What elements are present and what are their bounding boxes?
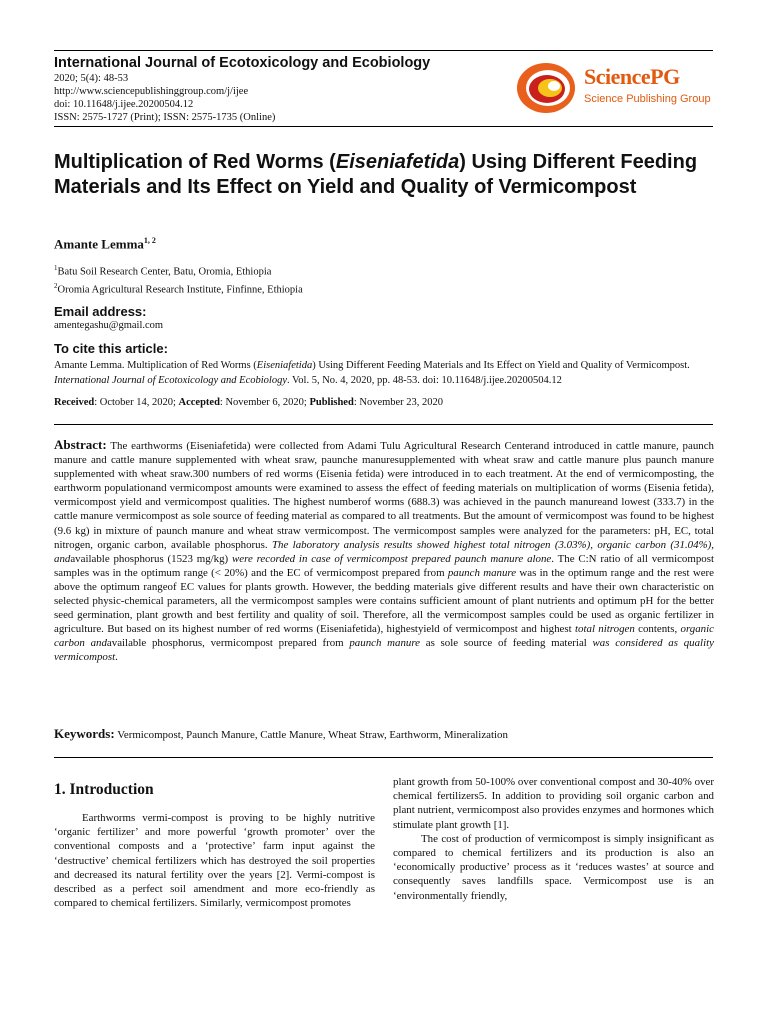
paper-title [54,150,724,200]
cite-label: To cite this article: [54,341,168,356]
keywords [54,726,714,742]
cite-journal: International Journal of Ecotoxicology and Ecobiology [54,375,287,386]
published-date: : November 23, 2020 [353,397,444,408]
intro-paragraph: plant growth from 50-100% over conventional compost and 30-40% over chemical fertilizers5. In addition to providing soil organic carbon and plant nutrient, vermicompost also provides enzymes and hormones which stimulate plant growth [1]. [393,776,714,831]
abstract-italic: was considered as quality vermicompost [54,637,714,664]
published-label: Published [309,397,354,408]
abstract-text: . The C:N ratio of all vermicompost samples was in the optimum range (< 20%) and the EC of vermicompost prepared from [54,552,714,579]
keywords-rule-bottom [54,757,713,758]
keywords-label: Keywords: [54,726,115,741]
received-label: Received [54,397,95,408]
affiliation-2 [54,282,303,296]
volume-line: 2020; 5(4): 48-53 [54,73,129,84]
accepted-label: Accepted [178,397,220,408]
affiliation-1 [54,264,271,278]
cite-part: Amante Lemma. Multiplication of Red Worms ( [54,360,257,371]
title-part: Multiplication of Red Worms ( [54,151,336,173]
journal-title: International Journal of Ecotoxicology and Ecobiology [54,55,431,71]
abstract-label: Abstract: [54,437,107,452]
title-species: Eiseniafetida [335,151,460,173]
abstract-italic: The laboratory analysis results showed highest total nitrogen (3.03%), organic carbon (31.04%), and [54,538,714,565]
author-text: Amante Lemma [54,236,144,252]
abstract-italic: paunch manure [447,566,517,579]
intro-right-column [393,775,714,903]
abstract-text: as sole source of feeding material [420,637,593,650]
journal-meta [54,72,275,124]
intro-paragraph: The cost of production of vermicompost is simply insignificant as compared to chemical fertilizers and its production is also an ‘economically productive’ process as it ‘reduces wastes’ at source and consequently saves landfills space. Vermicompost use is an ‘environmentally friendly, [393,832,714,902]
abstract-text: available phosphorus (1523 mg/kg) [70,552,233,565]
affil-num: 2 [54,282,58,290]
intro-paragraph: Earthworms vermi-compost is proving to be highly nutritive ‘organic fertilizer’ and more powerful ‘growth promoter’ over the conventional composts and a ‘protective’ farm input against the ‘destructive’ chemical fertilizers which has destroyed the soil properties and decreased its natural fertility over the years [2]. Vermi-compost is described as a perfect soil amendment and more eco-friendly as compared to chemical fertilizers. Similarly, vermicompost promotes [54,812,375,910]
abstract-text: . [115,651,118,664]
abstract-italic: organic carbon and [54,623,714,650]
author-affil-sup: 1, 2 [143,236,156,245]
author-name [54,236,156,252]
accepted-date: : November 6, 2020; [219,397,310,408]
citation-text [54,358,714,388]
affil-text: Oromia Agricultural Research Institute, Finfinne, Ethiopia [57,284,303,296]
received-date: : October 14, 2020; [94,397,179,408]
journal-doi: doi: 10.11648/j.ijee.20200504.12 [54,99,194,110]
cite-part: . Vol. 5, No. 4, 2020, pp. 48-53. doi: 10.11648/j.ijee.20200504.12 [287,375,562,386]
logo-subtitle: Science Publishing Group [584,93,711,105]
affil-text: Batu Soil Research Center, Batu, Oromia, Ethiopia [57,266,272,278]
cite-species: Eiseniafetida [256,360,313,371]
affil-num: 1 [54,264,58,272]
logo-name: SciencePG [584,64,680,89]
abstract-text: was in the optimum range and the rest were above the optimum rangeof EC values for plants growth. However, the bedding materials give different results and have their own characteristic on selected physic-chemical parameters, all the vermicompost samples were contains sufficient amount of plant nutrients and optimum pH for the better seed germination, plant growth and best fertility and quality of soil. Therefore, all the vermicompost samples could be used as organic fertilizer in agriculture. But based on its highest number of red worms (Eiseniafetida), highestyield of vermicompost and highest [54,566,714,636]
intro-heading: 1. Introduction [54,781,154,798]
abstract-italic: paunch manure [349,637,421,650]
email-address[interactable]: amentegashu@gmail.com [54,320,164,331]
abstract-text: contents, [634,623,681,636]
abstract-text: The earthworms (Eiseniafetida) were collected from Adami Tulu Agricultural Research Centerand introduced in cattle manure, paunch manure and cattle manure supplemented with wheat sraw, paunche manuresupplemented with wheat sraw and cattle manure plus paunch manure supplemented with wheat sraw.300 numbers of red worms (Eisenia fetida) were introduced in to each treatment. At the end of vermicomposting, the earthworm populationand vermicompost amounts were examined to assess the effect of feeding materials on multiplication of worms (Eisenia fetida), vermicompost yield and vermicompost qualities. The highest numberof worms (688.3) was achieved in the paunch manureand lowest (333.7) in the cattle manure vermicompost as sole source of feeding material as compared to all treatments. But the amount of vermicompost was found to be highest (9.6 kg) in mixture of paunch manure and wheat straw vermicompost. The vermicompost samples were analyzed for the parameters: pH, EC, total nitrogen, organic carbon, available phosphorus. [54,440,714,551]
abstract-italic: were recorded in case of vermicompost prepared paunch manure alone [232,552,552,565]
abstract [54,438,714,665]
email-label: Email address: [54,304,147,319]
abstract-text: available phosphorus, vermicompost prepared from [106,637,350,650]
abstract-italic: total nitrogen [575,623,635,636]
intro-left-column [54,811,375,910]
header-rule-top [54,50,713,51]
sciencepg-logo [514,58,714,118]
sciencepg-swirl-icon [514,58,578,118]
title-part: ) Using Different Feeding Materials and Its Effect on Yield and Quality of Vermicompost [54,151,698,198]
journal-url[interactable]: http://www.sciencepublishinggroup.com/j/ijee [54,86,249,97]
keywords-text: Vermicompost, Paunch Manure, Cattle Manure, Wheat Straw, Earthworm, Mineralization [114,729,508,741]
header-rule-bottom [54,126,713,127]
abstract-rule-top [54,424,713,425]
journal-issn: ISSN: 2575-1727 (Print); ISSN: 2575-1735 (Online) [54,112,276,123]
cite-part: ) Using Different Feeding Materials and Its Effect on Yield and Quality of Vermicompost. [312,360,690,371]
publication-dates [54,397,443,408]
